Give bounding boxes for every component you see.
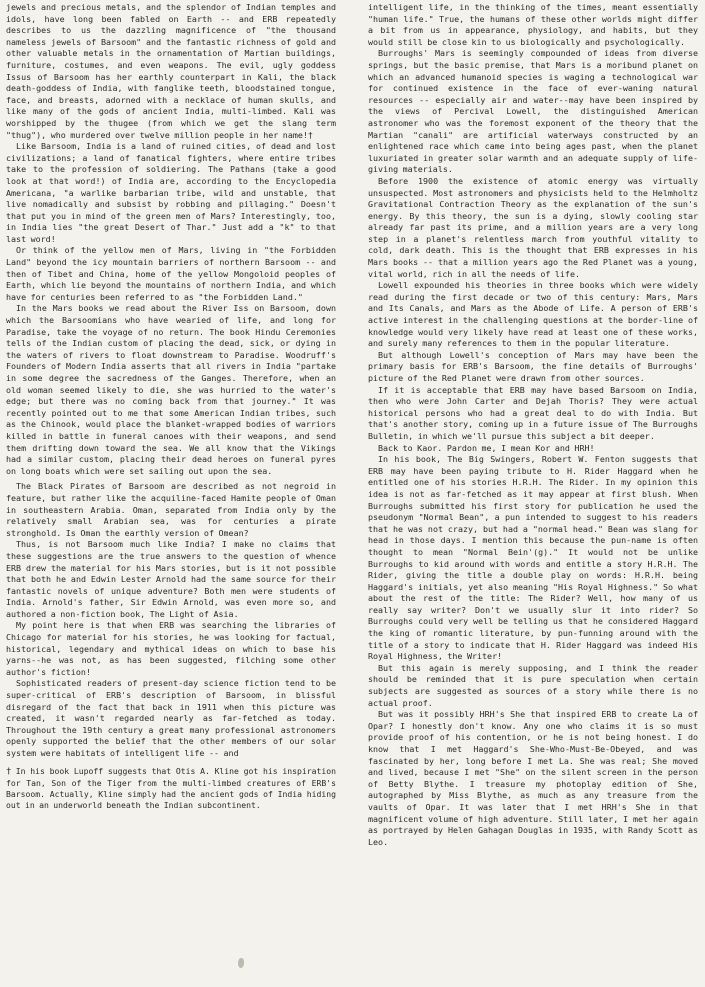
- right-column: [368, 2, 698, 984]
- paragraph: jewels and precious metals, and the splendor of Indian temples and idols, have long been fabled on Earth -- and ERB repeatedly describes to us the dazzling magnificence of "the thousand nameless jewels of Barsoom" and the fantastic richness of gold and other valuable metals in the ornamentation of Martian buildings, furniture, costumes, and even weapons. The evil, ugly goddess Issus of Barsoom has her earthly counterpart in Kali, the black death-goddess of India, with fanglike teeth, bloodstained tongue, face, and breasts, adorned with a necklace of human skulls, and like many of the gods of ancient India, multi-limbed. Kali was worshipped by the thugee (from which we get the slang term "thug"), who murdered over twelve million people in her name!†: [6, 2, 336, 140]
- paragraph: In his book, The Big Swingers, Robert W. Fenton suggests that ERB may have been paying tribute to H. Rider Haggard when he entitled one of his stories H.R.H. The Rider. In my opinion this idea is not as far-fetched as it may appear at first blush. When Burroughs submitted his first story for publication he used the pseudonym "Normal Bean", a pun intended to suggest to his readers that he was not crazy, but had a "normal head." Bean was slang for head in those days. I mention this because the pun-name is often thought to mean "Normal Bein'(g)." It would not be unlike Burroughs to kid around with words and entitle a story H.R.H. The Rider, giving the title a double play on words: H.R.H. being Haggard's initials, yet also meaning "His Royal Highness." So what about the rest of the title: The Rider? Well, how many of us really say writer? Don't we usually slur it into rider? So Burroughs could very well be telling us that he considered Haggard the king of romantic literature, by pun-funning around with the title of a story to indicate that H. Rider Haggard was indeed His Royal Highness, the Writer!: [368, 454, 698, 662]
- paragraph: Lowell expounded his theories in three books which were widely read during the first decade or two of this century: Mars, Mars and Its Canals, and Mars as the Abode of Life. A person of ERB's active interest in the challenging questions at the border-line of knowledge would very likely have read at least one of these works, and surely many references to them in the popular literature.: [368, 280, 698, 349]
- footnote-mark: †: [6, 766, 12, 777]
- paragraph: In the Mars books we read about the River Iss on Barsoom, down which the Barsoomians who have wearied of life, and long for Paradise, take the voyage of no return. The book Hindu Ceremonies tells of the Indian custom of placing the dead, sick, or dying in the waters of rivers to float downstream to Paradise. Woodruff's Founders of Modern India asserts that all rivers in India "partake in some degree the sacredness of the Ganges. Therefore, when an old woman seemed likely to die, she was hurried to the water's edge; but there was no coming back from that journey." It was recently pointed out to me that some American Indian tribes, such as the Chinook, would place the blanket-wrapped bodies of warriors killed in battle in funeral canoes with their weapons, and send them drifting down toward the sea. We all know that the Vikings had a similar custom, placing their dead heroes on funeral pyres on long boats which were set sailing out upon the sea.: [6, 303, 336, 476]
- footnote: [6, 766, 336, 812]
- ink-spot: [238, 958, 244, 968]
- paragraph: But although Lowell's conception of Mars may have been the primary basis for ERB's Barsoom, the fine details of Burroughs' picture of the Red Planet were drawn from other sources.: [368, 349, 698, 383]
- paragraph: The Black Pirates of Barsoom are described as not negroid in feature, but rather like the acquiline-faced Hamite people of Oman in southeastern Arabia. Oman, separated from India only by the relatively small Arabian sea, was for centuries a pirate stronghold. Is Oman the earthly version of Omean?: [6, 481, 336, 538]
- paragraph: Burroughs' Mars is seemingly compounded of ideas from diverse springs, but the basic premise, that Mars is a moribund planet on which an advanced humanoid species is waging a technological war for continued existence in the face of ever-waning natural resources -- especially air and water--may have been inspired by the views of Percival Lowell, the distinguished American astronomer who was the foremost exponent of the theory that the Martian "canali" are artificial waterways constructed by an enlightened race which came into being ages past, when the planet luxuriated in greater solar warmth and an adequate supply of life-giving materials.: [368, 48, 698, 175]
- paragraph: Like Barsoom, India is a land of ruined cities, of dead and lost civilizations; a land of fanatical fighters, where entire tribes take to the profession of soldiering. The Pathans (take a good look at that word!) of India are, according to the Encyclopedia Americana, "a warlike barbarian tribe, wild and unstable, that live nomadically and subsist by robbing and pillaging." Doesn't that put you in mind of the green men of Mars? Interestingly, too, in India lies "the great Desert of Thar." Just add a "k" to that last word!: [6, 141, 336, 244]
- paragraph: Before 1900 the existence of atomic energy was virtually unsuspected. Most astronomers and physicists held to the Helmholtz Gravitational Contraction Theory as the explanation of the sun's energy. By this theory, the sun is a dying, slowly cooling star already far past its prime, and a million years are a very long step in a planet's relentless march from youthful vitality to cold, dark death. This is the thought that ERB expresses in his Mars books -- that a million years ago the Red Planet was a young, vital world, rich in all the needs of life.: [368, 175, 698, 279]
- footnote-text: In his book Lupoff suggests that Otis A. Kline got his inspiration for Tan, Son of the Tiger from the multi-limbed creatures of ERB's Barsoom. Actually, Kline simply had the ancient gods of India hiding out in an underworld beneath the Indian subcontinent.: [6, 765, 336, 811]
- left-column: [6, 2, 336, 984]
- paragraph: Thus, is not Barsoom much like India? I make no claims that these suggestions are the true answers to the question of whence ERB drew the material for his Mars stories, but is it not possible that both he and Edwin Lester Arnold had the same source for their fantastic novels of unique adventure? Both men were students of India. Arnold's father, Sir Edwin Arnold, was even more so, and authored a non-fiction book, The Light of Asia.: [6, 539, 336, 619]
- paragraph: Or think of the yellow men of Mars, living in "the Forbidden Land" beyond the icy mountain barriers of northern Barsoom -- and then of Tibet and China, home of the yellow Mongoloid peoples of Earth, which lie beyond the mountains of northern India, and which have for centuries been referred to as "the Forbidden Land.": [6, 245, 336, 302]
- paragraph: But was it possibly HRH's She that inspired ERB to create La of Opar? I honestly don't know. Any one who claims it is so must provide proof of his contention, or he is not being honest. I do know that I met Haggard's She-Who-Must-Be-Obeyed, and was fascinated by her, long before I met La. She was real; She moved and lived, because I met "She" on the silent screen in the person of Betty Blythe. I treasure my photoplay edition of She, autographed by Miss Blythe, as much as any treasure from the vaults of Opar. It was later that I met HRH's She in that magnificent volume of high adventure. Still later, I met her again as portrayed by Helen Gahagan Douglas in 1935, with Randy Scott as Leo.: [368, 709, 698, 847]
- paragraph: Back to Kaor. Pardon me, I mean Kor and HRH!: [378, 442, 595, 453]
- paragraph: Sophisticated readers of present-day science fiction tend to be super-critical of ERB's description of Barsoom, in blissful disregard of the fact that back in 1911 when this picture was created, it wasn't regarded nearly as far-fetched as today. Throughout the 19th century a great many professional astronomers openly supported the belief that the other members of our solar system were habitats of intelligent life -- and: [6, 678, 336, 758]
- paragraph: If it is acceptable that ERB may have based Barsoom on India, then who were John Carter and Dejah Thoris? They were actual historical persons who had a great deal to do with India. But that's another story, coming up in a future issue of The Burroughs Bulletin, in which we'll pursue this subject a bit deeper.: [368, 384, 698, 441]
- paragraph: But this again is merely supposing, and I think the reader should be reminded that it is pure speculation when certain subjects are suggested as sources of a story while there is no actual proof.: [368, 662, 698, 708]
- paragraph: My point here is that when ERB was searching the libraries of Chicago for material for his stories, he was looking for factual, historical, legendary and mythical ideas on which to base his yarns--he was not, as has been suggested, filching some other author's fiction!: [6, 620, 336, 677]
- paragraph: intelligent life, in the thinking of the times, meant essentially "human life." True, the humans of these other worlds might differ a bit from us in appearance, physiology, and habits, but they would still be close kin to us biologically and psychologically.: [368, 2, 698, 47]
